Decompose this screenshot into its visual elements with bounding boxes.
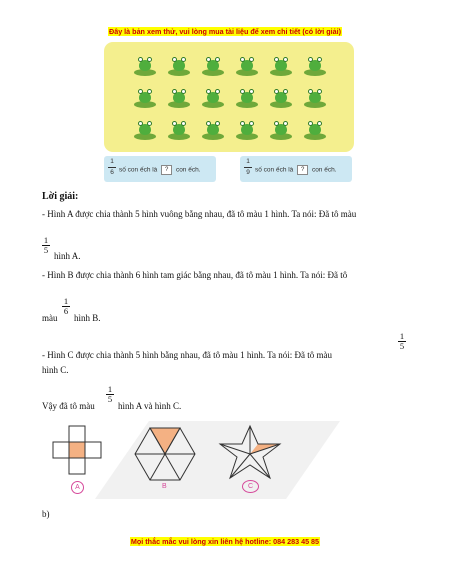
frog-icon (304, 88, 326, 108)
conclusion-post: hình A và hình C. (118, 401, 182, 411)
question-box-ninth: 1 9 số con ếch là ? con ếch. (240, 156, 352, 182)
frog-icon (134, 56, 156, 76)
solution-line-b-end: hình B. (74, 313, 101, 323)
solution-heading: Lời giải: (42, 191, 79, 202)
frog-icon (168, 120, 190, 140)
figure-b-hexagon (134, 426, 196, 482)
frog-icon (202, 56, 224, 76)
fraction-conclusion: 1 5 (107, 384, 113, 404)
frog-icon (168, 88, 190, 108)
fraction-one-sixth: 1 6 (108, 158, 116, 177)
frog-icon (304, 56, 326, 76)
frog-icon (236, 56, 258, 76)
preview-banner: Đây là bản xem thử, vui lòng mua tài liệu để xem chi tiết (có lời giải) (109, 27, 341, 36)
fraction-a: 1 5 (43, 235, 49, 255)
solution-line-b: - Hình B được chia thành 6 hình tam giác bằng nhau, đã tô màu 1 hình. Ta nói: Đã tô (42, 270, 348, 280)
frog-icon (202, 120, 224, 140)
fraction-b: 1 6 (63, 296, 69, 316)
solution-line-c: - Hình C được chia thành 5 hình bằng nhau, đã tô màu 1 hình. Ta nói: Đã tô màu (42, 350, 333, 360)
solution-line-b-pre: màu (42, 313, 58, 323)
figure-c-star (218, 424, 282, 480)
frog-icon (168, 56, 190, 76)
solution-line-a-end: hình A. (54, 251, 81, 261)
frog-icon (236, 88, 258, 108)
frog-icon (304, 120, 326, 140)
figure-c-label: C (242, 480, 259, 493)
hotline-banner: Mọi thắc mắc vui lòng xin liên hệ hotline: 084 283 45 85 (130, 537, 320, 546)
frog-icon (134, 120, 156, 140)
part-b-label: b) (42, 509, 50, 519)
frog-picture (104, 42, 354, 152)
answer-placeholder: ? (161, 165, 172, 175)
answer-placeholder: ? (297, 165, 308, 175)
conclusion-pre: Vậy đã tô màu (42, 401, 95, 411)
frog-icon (270, 88, 292, 108)
solution-line-a: - Hình A được chia thành 5 hình vuông bằng nhau, đã tô màu 1 hình. Ta nói: Đã tô màu (42, 209, 357, 219)
fraction-c: 1 5 (399, 331, 405, 351)
frog-icon (202, 88, 224, 108)
question-box-sixth: 1 6 số con ếch là ? con ếch. (104, 156, 216, 182)
frog-icon (270, 120, 292, 140)
solution-line-c-end: hình C. (42, 365, 69, 375)
figure-b-label: B (162, 483, 167, 490)
figure-a-cross (52, 424, 102, 479)
frog-icon (134, 88, 156, 108)
frog-icon (236, 120, 258, 140)
figure-a-label: A (71, 481, 84, 494)
frog-icon (270, 56, 292, 76)
fraction-one-ninth: 1 9 (244, 158, 252, 177)
